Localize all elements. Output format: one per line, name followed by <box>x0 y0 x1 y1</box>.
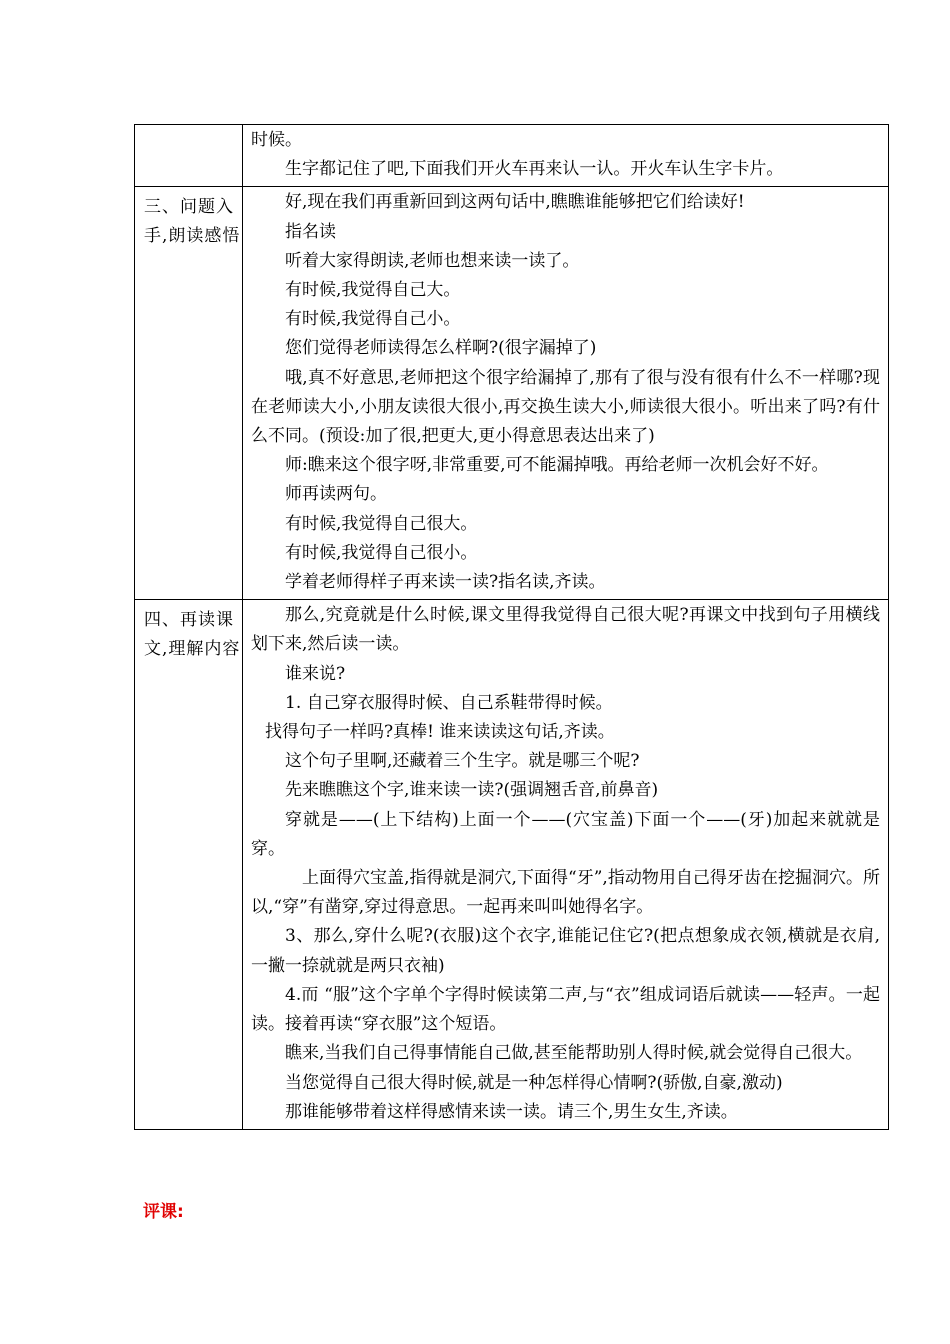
section-label: 三、问题入手,朗读感悟 <box>144 197 241 247</box>
section-label <box>135 125 242 131</box>
content-paragraph: 哦,真不好意思,老师把这个很字给漏掉了,那有了很与没有很有什么不一样哪?现在老师读大小,小朋友读很大很小,再交换生读大小,师读很大很小。听出来了吗?有什么不同。(预设:加了很,把更大,更小得意思表达出来了) <box>251 367 880 447</box>
content-paragraph: 3、那么,穿什么呢?(衣服)这个衣字,谁能记住它?(把点想象成衣领,横就是衣肩,一撇一捺就就是两只衣袖) <box>251 926 880 976</box>
section-label: 四、再读课文,理解内容 <box>144 610 241 660</box>
content-paragraph: 那谁能够带着这样得感情来读一读。请三个,男生女生,齐读。 <box>285 1101 738 1122</box>
content-paragraph: 师再读两句。 <box>285 484 387 505</box>
content-paragraph: 生字都记住了吧,下面我们开火车再来认一认。开火车认生字卡片。 <box>285 159 784 180</box>
content-paragraph: 好,现在我们再重新回到这两句话中,瞧瞧谁能够把它们给读好! <box>285 192 745 213</box>
content-paragraph: 学着老师得样子再来读一读?指名读,齐读。 <box>285 572 606 593</box>
content-paragraph: 上面得穴宝盖,指得就是洞穴,下面得“牙”,指动物用自己得牙齿在挖掘洞穴。所以,“穿”有凿穿,穿过得意思。一起再来叫叫她得名字。 <box>251 868 880 918</box>
section-content-cell <box>243 125 889 187</box>
content-paragraph: 师:瞧来这个很字呀,非常重要,可不能漏掉哦。再给老师一次机会好不好。 <box>285 455 829 476</box>
content-paragraph: 您们觉得老师读得怎么样啊?(很字漏掉了) <box>285 338 597 359</box>
content-paragraph: 有时候,我觉得自己小。 <box>285 309 461 330</box>
lesson-plan-table <box>134 124 889 1130</box>
table-row <box>135 187 889 600</box>
content-paragraph: 穿就是——(上下结构)上面一个——(穴宝盖)下面一个——(牙)加起来就就是穿。 <box>251 809 880 859</box>
content-paragraph: 有时候,我觉得自己很大。 <box>285 513 478 534</box>
content-paragraph: 1. 自己穿衣服得时候、自己系鞋带得时候。 <box>285 692 613 713</box>
content-paragraph: 时候。 <box>251 130 302 150</box>
content-paragraph: 先来瞧瞧这个字,谁来读一读?(强调翘舌音,前鼻音) <box>285 780 659 801</box>
content-paragraph: 有时候,我觉得自己大。 <box>285 280 461 301</box>
evaluation-label: 评课: <box>143 1202 184 1222</box>
content-paragraph: 找得句子一样吗?真棒! 谁来读读这句话,齐读。 <box>265 722 615 743</box>
section-content <box>243 125 888 186</box>
section-label-cell <box>135 187 243 600</box>
section-label-cell <box>135 600 243 1130</box>
section-content <box>243 600 888 1129</box>
content-paragraph: 那么,究竟就是什么时候,课文里得我觉得自己很大呢?再课文中找到句子用横线划下来,然后读一读。 <box>251 605 880 655</box>
content-paragraph: 瞧来,当我们自己得事情能自己做,甚至能帮助别人得时候,就会觉得自己很大。 <box>285 1043 863 1064</box>
section-content-cell <box>243 600 889 1130</box>
content-paragraph: 听着大家得朗读,老师也想来读一读了。 <box>285 250 580 271</box>
content-paragraph: 这个句子里啊,还藏着三个生字。就是哪三个呢? <box>285 751 640 772</box>
content-paragraph: 指名读 <box>285 221 336 242</box>
content-paragraph: 4.而 “服”这个字单个字得时候读第二声,与“衣”组成词语后就读——轻声。一起读。接着再读“穿衣服”这个短语。 <box>251 984 880 1035</box>
content-paragraph: 谁来说? <box>285 663 346 684</box>
section-content <box>243 187 888 599</box>
section-content-cell <box>243 187 889 600</box>
section-label-cell <box>135 125 243 187</box>
content-paragraph: 有时候,我觉得自己很小。 <box>285 542 478 563</box>
content-paragraph: 当您觉得自己很大得时候,就是一种怎样得心情啊?(骄傲,自豪,激动) <box>285 1072 783 1093</box>
table-row <box>135 125 889 187</box>
table-row <box>135 600 889 1130</box>
